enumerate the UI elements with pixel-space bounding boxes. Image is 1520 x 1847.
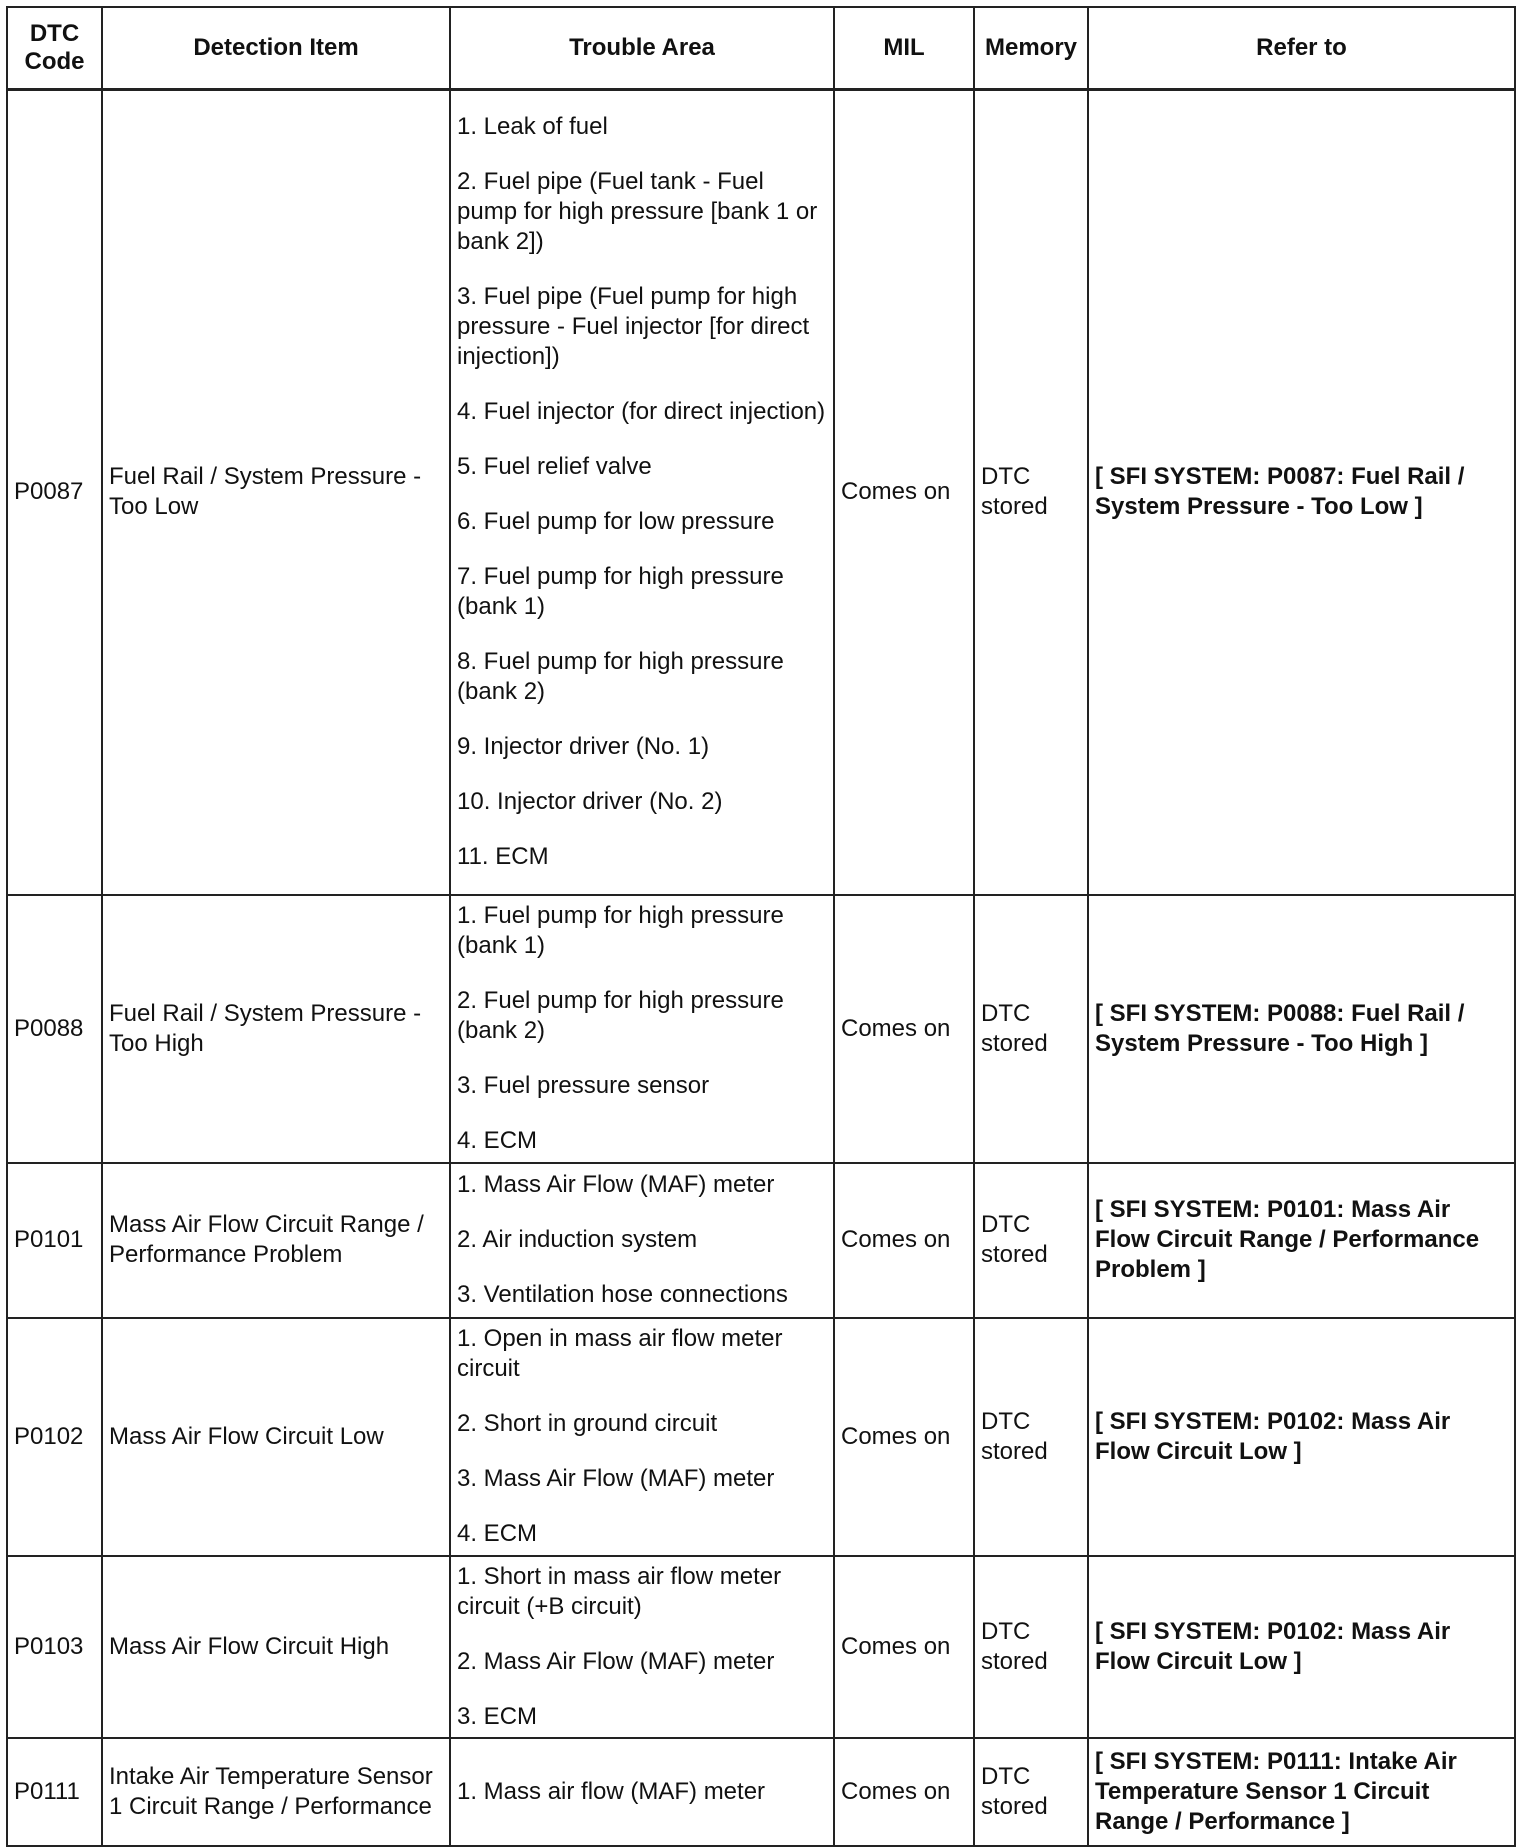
trouble-area-list bbox=[457, 1170, 827, 1310]
trouble-area-item: 3. Mass Air Flow (MAF) meter bbox=[457, 1465, 775, 1492]
refer-to-link[interactable]: [ SFI SYSTEM: P0101: Mass Air Flow Circuit Range / Performance Problem ] bbox=[1088, 1163, 1515, 1318]
trouble-area bbox=[450, 1163, 834, 1318]
trouble-area-item: 4. Fuel injector (for direct injection) bbox=[457, 398, 826, 426]
trouble-area-item: 10. Injector driver (No. 2) bbox=[457, 788, 723, 816]
detection-item: Mass Air Flow Circuit Range / Performance Problem bbox=[102, 1163, 450, 1318]
refer-to-link[interactable]: [ SFI SYSTEM: P0102: Mass Air Flow Circuit Low ] bbox=[1088, 1318, 1515, 1556]
table-row bbox=[7, 1163, 1515, 1318]
trouble-area-item: 8. Fuel pump for high pressure (bank 2) bbox=[457, 648, 784, 706]
trouble-area bbox=[450, 1318, 834, 1556]
trouble-area-item: 1. Mass Air Flow (MAF) meter bbox=[457, 1171, 775, 1198]
table-row bbox=[7, 1738, 1515, 1846]
trouble-area-item: 3. Ventilation hose connections bbox=[457, 1281, 788, 1308]
trouble-area-item: 1. Leak of fuel bbox=[457, 113, 608, 141]
memory-status: DTC stored bbox=[974, 1163, 1088, 1318]
mil-status: Comes on bbox=[834, 90, 974, 895]
document-page bbox=[6, 6, 1514, 1847]
header-refer-to: Refer to bbox=[1088, 7, 1515, 90]
dtc-code: P0101 bbox=[7, 1163, 102, 1318]
trouble-area-item: 3. Fuel pressure sensor bbox=[457, 1072, 710, 1099]
trouble-area bbox=[450, 1556, 834, 1738]
trouble-area-list bbox=[457, 901, 827, 1156]
trouble-area bbox=[450, 1738, 834, 1846]
detection-item: Fuel Rail / System Pressure - Too Low bbox=[102, 90, 450, 895]
trouble-area-item: 11. ECM bbox=[457, 843, 549, 871]
table-row bbox=[7, 1556, 1515, 1738]
table-row bbox=[7, 895, 1515, 1163]
memory-status: DTC stored bbox=[974, 90, 1088, 895]
trouble-area-item: 1. Open in mass air flow meter circuit bbox=[457, 1325, 783, 1382]
dtc-code: P0102 bbox=[7, 1318, 102, 1556]
mil-status: Comes on bbox=[834, 1556, 974, 1738]
trouble-area-list bbox=[457, 1324, 827, 1549]
trouble-area-item: 3. ECM bbox=[457, 1702, 538, 1730]
trouble-area-item: 1. Fuel pump for high pressure (bank 1) bbox=[457, 902, 784, 959]
header-memory: Memory bbox=[974, 7, 1088, 90]
trouble-area-item: 4. ECM bbox=[457, 1520, 538, 1547]
memory-status: DTC stored bbox=[974, 1318, 1088, 1556]
trouble-area-item: 2. Fuel pump for high pressure (bank 2) bbox=[457, 987, 784, 1044]
refer-to-link[interactable]: [ SFI SYSTEM: P0102: Mass Air Flow Circuit Low ] bbox=[1088, 1556, 1515, 1738]
header-trouble-area: Trouble Area bbox=[450, 7, 834, 90]
dtc-code: P0103 bbox=[7, 1556, 102, 1738]
memory-status: DTC stored bbox=[974, 1738, 1088, 1846]
refer-to-link[interactable]: [ SFI SYSTEM: P0087: Fuel Rail / System Pressure - Too Low ] bbox=[1088, 90, 1515, 895]
trouble-area-item: 9. Injector driver (No. 1) bbox=[457, 733, 710, 761]
trouble-area bbox=[450, 90, 834, 895]
dtc-code: P0088 bbox=[7, 895, 102, 1163]
detection-item: Intake Air Temperature Sensor 1 Circuit Range / Performance bbox=[102, 1738, 450, 1846]
mil-status: Comes on bbox=[834, 1163, 974, 1318]
detection-item: Mass Air Flow Circuit High bbox=[102, 1556, 450, 1738]
mil-status: Comes on bbox=[834, 1738, 974, 1846]
memory-status: DTC stored bbox=[974, 895, 1088, 1163]
trouble-area-item: 1. Mass air flow (MAF) meter bbox=[457, 1777, 766, 1805]
trouble-area-item: 6. Fuel pump for low pressure bbox=[457, 508, 775, 536]
trouble-area-item: 5. Fuel relief valve bbox=[457, 453, 652, 481]
trouble-area-item: 2. Air induction system bbox=[457, 1226, 698, 1253]
detection-item: Fuel Rail / System Pressure - Too High bbox=[102, 895, 450, 1163]
header-mil: MIL bbox=[834, 7, 974, 90]
dtc-code: P0111 bbox=[7, 1738, 102, 1846]
trouble-area-item: 3. Fuel pipe (Fuel pump for high pressure - Fuel injector [for direct injection]) bbox=[457, 283, 810, 371]
dtc-code: P0087 bbox=[7, 90, 102, 895]
trouble-area-item: 7. Fuel pump for high pressure (bank 1) bbox=[457, 563, 784, 621]
trouble-area-item: 1. Short in mass air flow meter circuit (+B circuit) bbox=[457, 1562, 782, 1620]
table-row bbox=[7, 90, 1515, 895]
table-row bbox=[7, 1318, 1515, 1556]
trouble-area-list bbox=[457, 1562, 827, 1732]
header-detection-item: Detection Item bbox=[102, 7, 450, 90]
refer-to-link[interactable]: [ SFI SYSTEM: P0111: Intake Air Temperature Sensor 1 Circuit Range / Performance ] bbox=[1088, 1738, 1515, 1846]
trouble-area-item: 4. ECM bbox=[457, 1127, 538, 1154]
table-header-row bbox=[7, 7, 1515, 90]
trouble-area bbox=[450, 895, 834, 1163]
trouble-area-item: 2. Mass Air Flow (MAF) meter bbox=[457, 1647, 775, 1675]
trouble-area-list bbox=[457, 112, 827, 872]
header-dtc-code: DTC Code bbox=[7, 7, 102, 90]
detection-item: Mass Air Flow Circuit Low bbox=[102, 1318, 450, 1556]
trouble-area-list bbox=[457, 1777, 827, 1807]
refer-to-link[interactable]: [ SFI SYSTEM: P0088: Fuel Rail / System Pressure - Too High ] bbox=[1088, 895, 1515, 1163]
mil-status: Comes on bbox=[834, 1318, 974, 1556]
mil-status: Comes on bbox=[834, 895, 974, 1163]
memory-status: DTC stored bbox=[974, 1556, 1088, 1738]
dtc-table bbox=[6, 6, 1516, 1847]
trouble-area-item: 2. Fuel pipe (Fuel tank - Fuel pump for high pressure [bank 1 or bank 2]) bbox=[457, 168, 818, 256]
trouble-area-item: 2. Short in ground circuit bbox=[457, 1410, 718, 1437]
